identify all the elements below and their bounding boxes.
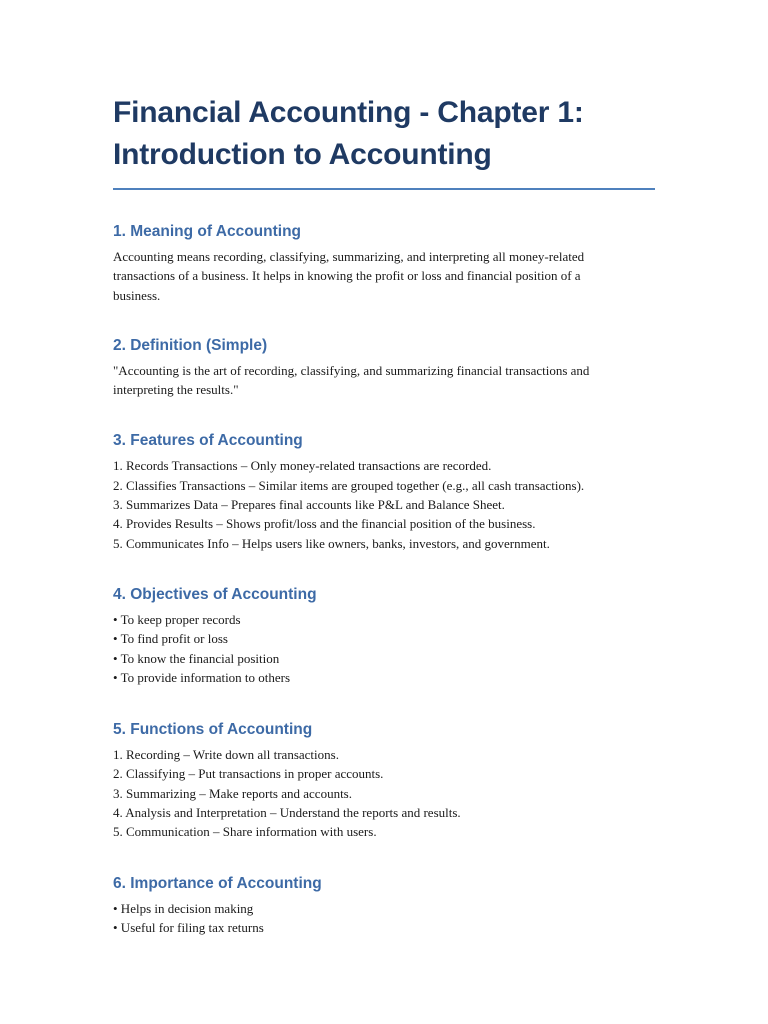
document-title-line-1: Financial Accounting - Chapter 1:	[113, 96, 584, 129]
numbered-list-item: 4. Analysis and Interpretation – Understand the reports and results.	[113, 805, 461, 821]
section-heading: 2. Definition (Simple)	[113, 336, 268, 354]
document-page	[113, 92, 655, 937]
numbered-list-item: 5. Communication – Share information with users.	[113, 824, 377, 840]
document-title	[113, 92, 655, 176]
bullet-list-item: • To keep proper records	[113, 611, 241, 627]
paragraph-line: business.	[113, 287, 161, 303]
section-importance-of-accounting	[113, 874, 655, 938]
bullet-list-item: • Helps in decision making	[113, 900, 254, 916]
paragraph-line: Accounting means recording, classifying, summarizing, and interpreting all money-related	[113, 249, 585, 264]
section-objectives-of-accounting	[113, 585, 655, 687]
section-heading: 5. Functions of Accounting	[113, 721, 313, 739]
bullet-list-item: • To provide information to others	[113, 669, 291, 685]
numbered-list-item: 1. Records Transactions – Only money-related transactions are recorded.	[113, 458, 492, 474]
section-meaning-of-accounting	[113, 222, 655, 305]
numbered-list-item: 1. Recording – Write down all transactions.	[113, 747, 339, 763]
section-features-of-accounting	[113, 431, 655, 552]
paragraph-line: transactions of a business. It helps in knowing the profit or loss and financial position of a	[113, 268, 581, 284]
numbered-list-item: 3. Summarizing – Make reports and accounts.	[113, 785, 352, 801]
section-heading: 1. Meaning of Accounting	[113, 223, 302, 240]
paragraph-line: "Accounting is the art of recording, classifying, and summarizing financial transactions and	[113, 362, 590, 378]
document-title-line-2: Introduction to Accounting	[113, 138, 492, 171]
numbered-list-item: 2. Classifying – Put transactions in proper accounts.	[113, 766, 384, 782]
numbered-list-item: 5. Communicates Info – Helps users like owners, banks, investors, and government.	[113, 535, 550, 551]
bullet-list-item: • To find profit or loss	[113, 631, 228, 647]
numbered-list-item: 2. Classifies Transactions – Similar items are grouped together (e.g., all cash transactions).	[113, 477, 585, 493]
bullet-list-item: • Useful for filing tax returns	[113, 919, 264, 935]
section-heading: 3. Features of Accounting	[113, 432, 303, 450]
section-heading: 4. Objectives of Accounting	[113, 585, 317, 603]
title-underline-divider	[113, 188, 655, 190]
section-definition	[113, 336, 655, 400]
numbered-list-item: 3. Summarizes Data – Prepares final accounts like P&L and Balance Sheet.	[113, 497, 505, 513]
bullet-list-item: • To know the financial position	[113, 650, 280, 666]
paragraph-line: interpreting the results."	[113, 382, 239, 398]
section-heading: 6. Importance of Accounting	[113, 874, 322, 892]
section-functions-of-accounting	[113, 720, 655, 841]
numbered-list-item: 4. Provides Results – Shows profit/loss and the financial position of the business.	[113, 516, 536, 532]
